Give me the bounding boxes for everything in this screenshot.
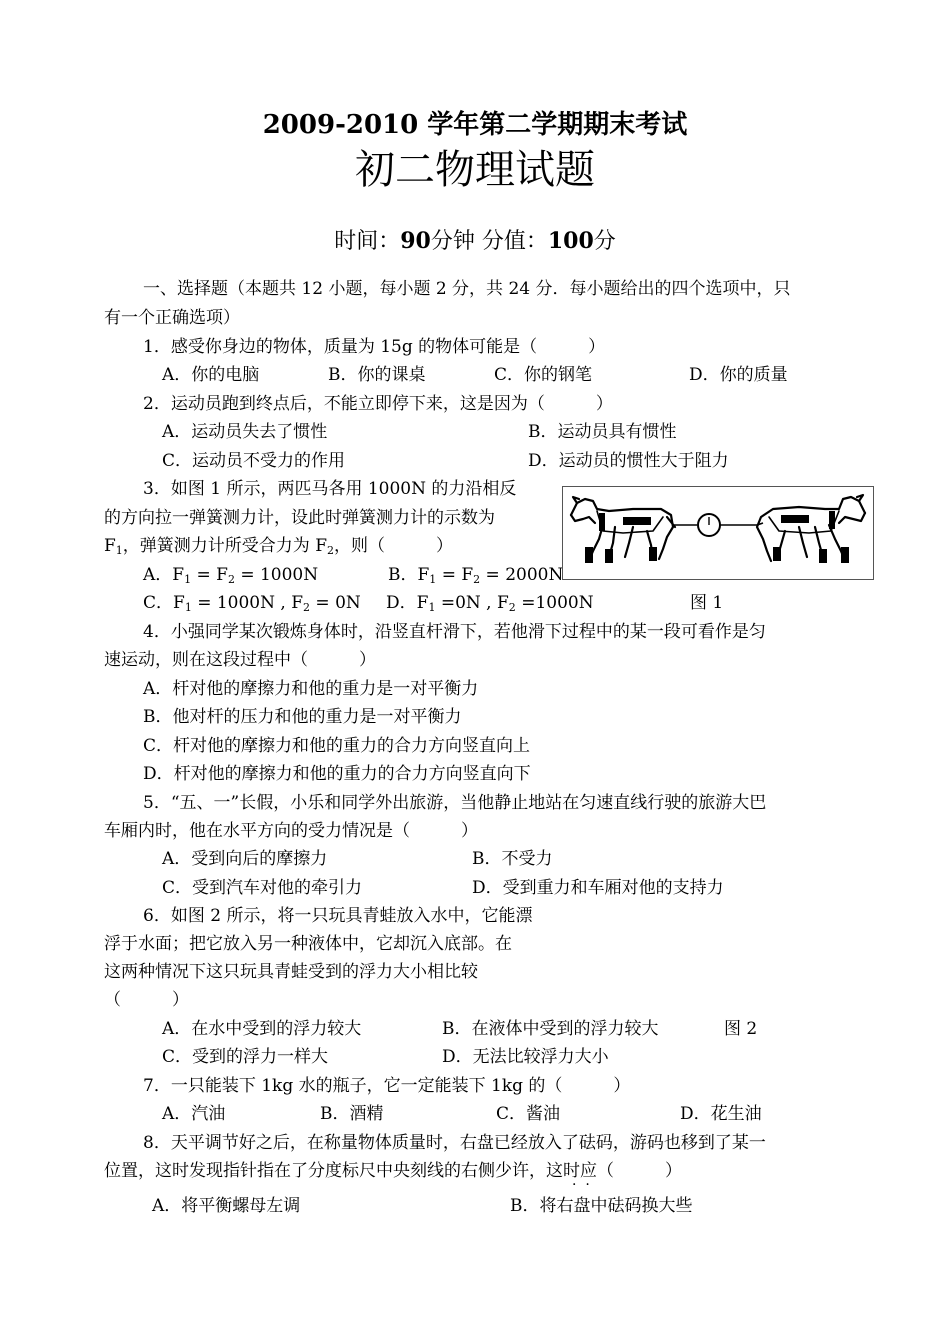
q3-c-pre: C．F [143,593,185,613]
q3-c-sub1: 1 [184,601,192,614]
time-label: 时间： [334,229,401,254]
right-horse-collar [829,511,835,529]
q2-option-d: D．运动员的惯性大于阻力 [528,451,729,471]
q3-d-post: =1000N [515,593,594,613]
left-horse-collar [599,513,605,531]
q4-option-b: B．他对杆的压力和他的重力是一对平衡力 [143,707,462,727]
q5-option-c: C．受到汽车对他的牵引力 [162,878,363,898]
q3-option-d [386,592,594,614]
q3-line3 [104,535,453,557]
q3-a-mid: = F [191,565,228,585]
section-intro-line2: 有一个正确选项） [104,308,240,328]
time-value: 90 [400,228,431,254]
q5-line1: 5．“五、一”长假，小乐和同学外出旅游，当他静止地站在匀速直线行驶的旅游大巴 [143,793,767,813]
q2-option-a: A．运动员失去了惯性 [162,422,328,442]
q1-option-b: B．你的课桌 [328,365,426,385]
q1-stem: 1．感受你身边的物体，质量为 15g 的物体可能是（ ） [143,337,606,357]
q3-b-post: = 2000N [480,565,564,585]
q1-option-c: C．你的钢笔 [494,365,593,385]
q3-line1: 3．如图 1 所示，两匹马各用 1000N 的力沿相反 [143,479,517,499]
q3-a-sub2: 2 [227,573,235,586]
figure1-horses-spring-scale [562,486,874,580]
score-value: 100 [547,228,594,254]
q3-d-pre: D．F [386,593,429,613]
emphasis-dots: · · [572,1177,590,1193]
q3-d-mid: =0N , F [435,593,509,613]
q3-line3-f: F [104,536,116,556]
q4-line1: 4．小强同学某次锻炼身体时，沿竖直杆滑下，若他滑下过程中的某一段可看作是匀 [143,622,766,642]
q7-option-c: C．酱油 [496,1104,561,1124]
time-unit: 分钟 [430,229,475,254]
q3-a-post: = 1000N [234,565,319,585]
q7-option-b: B．酒精 [320,1104,384,1124]
q5-option-a: A．受到向后的摩擦力 [162,849,328,869]
q7-stem: 7．一只能装下 1kg 水的瓶子，它一定能装下 1kg 的（ ） [143,1076,631,1096]
q6-option-a: A．在水中受到的浮力较大 [162,1019,362,1039]
q3-d-sub2: 2 [508,601,516,614]
q3-line3-sub2: 2 [327,544,334,557]
q3-line3-sub1: 1 [115,544,123,557]
q3-b-sub2: 2 [473,573,481,586]
q8-option-b: B．将右盘中砝码换大些 [510,1196,693,1216]
q3-d-sub1: 1 [428,601,436,614]
q6-option-c: C．受到的浮力一样大 [162,1047,329,1067]
q3-b-mid: = F [436,565,474,585]
q5-option-d: D．受到重力和车厢对他的支持力 [472,878,724,898]
q3-b-pre: B．F [388,565,430,585]
q6-line2: 浮于水面；把它放入另一种液体中，它却沉入底部。在 [104,934,512,954]
q6-line4: （ ） [104,990,189,1010]
q2-option-b: B．运动员具有惯性 [528,422,677,442]
subject-title: 初二物理试题 [355,147,595,193]
q7-option-d: D．花生油 [680,1104,762,1124]
q1-option-d: D．你的质量 [689,365,788,385]
exam-info [0,226,950,257]
q6-line1: 6．如图 2 所示，将一只玩具青蛙放入水中，它能漂 [143,906,533,926]
q5-line2: 车厢内时，他在水平方向的受力情况是（ ） [104,821,478,841]
q3-line3-end: ，则（ ） [334,536,453,556]
q1-option-a: A．你的电脑 [162,365,260,385]
q3-a-sub1: 1 [184,573,192,586]
q4-option-c: C．杆对他的摩擦力和他的重力的合力方向竖直向上 [143,736,531,756]
q3-c-post: = 0N [310,593,361,613]
q8-line2: 位置，这时发现指针指在了分度标尺中央刻线的右侧少许，这时应（ ） [104,1161,682,1181]
q2-stem: 2．运动员跑到终点后，不能立即停下来，这是因为（ ） [143,394,613,414]
q3-b-sub1: 1 [429,573,437,586]
q3-option-c [143,592,361,614]
q6-option-d: D．无法比较浮力大小 [442,1047,609,1067]
section-intro-line1: 一、选择题（本题共 12 小题，每小题 2 分，共 24 分．每小题给出的四个选项中，只 [143,279,791,299]
q3-line2: 的方向拉一弹簧测力计，设此时弹簧测力计的示数为 [104,508,495,528]
exam-title: 2009-2010 学年第二学期期末考试 [262,110,688,140]
q3-c-mid: = 1000N , F [191,593,304,613]
q5-option-b: B．不受力 [472,849,553,869]
q3-line3-mid: ，弹簧测力计所受合力为 F [122,536,327,556]
q3-a-pre: A．F [143,565,185,585]
q4-option-a: A．杆对他的摩擦力和他的重力是一对平衡力 [143,679,479,699]
q4-option-d: D．杆对他的摩擦力和他的重力的合力方向竖直向下 [143,764,531,784]
q6-option-b: B．在液体中受到的浮力较大 [442,1019,659,1039]
q3-c-sub2: 2 [303,601,311,614]
figure2-caption: 图 2 [724,1019,758,1039]
score-label: 分值： [481,229,548,254]
score-unit: 分 [593,229,616,254]
q3-option-b [388,564,563,586]
q8-option-a: A．将平衡螺母左调 [152,1196,301,1216]
q4-line2: 速运动，则在这段过程中（ ） [104,650,376,670]
q7-option-a: A．汽油 [162,1104,226,1124]
q6-line3: 这两种情况下这只玩具青蛙受到的浮力大小相比较 [104,962,478,982]
figure1-caption: 图 1 [690,593,724,613]
q3-option-a [143,564,318,586]
horses-illustration [563,487,873,579]
q8-line1: 8．天平调节好之后，在称量物体质量时，右盘已经放入了砝码，游码也移到了某一 [143,1133,766,1153]
q2-option-c: C．运动员不受力的作用 [162,451,346,471]
